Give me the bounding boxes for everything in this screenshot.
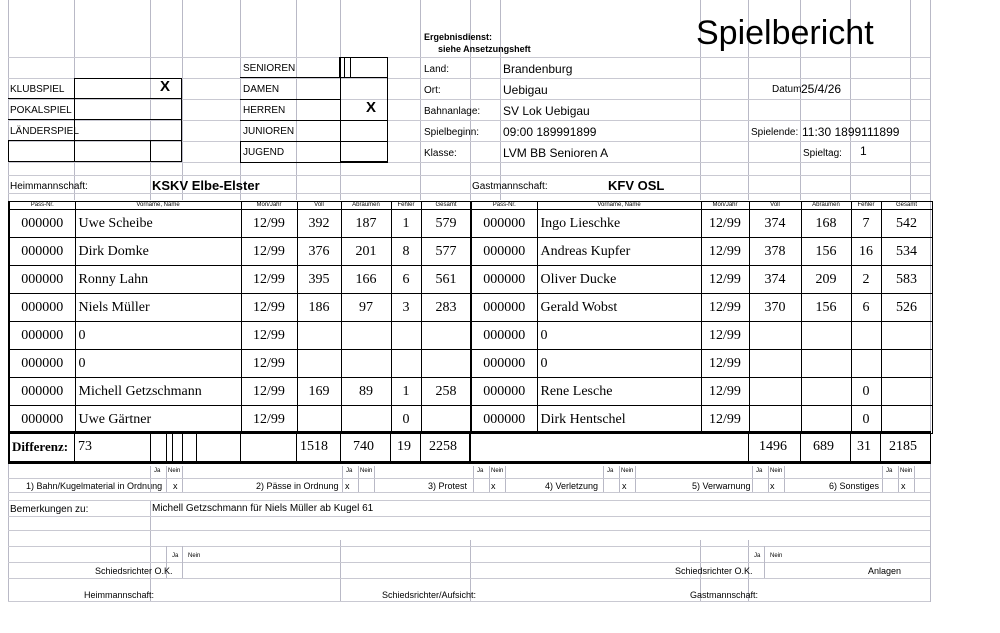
- grid-line: [8, 193, 930, 194]
- table-cell[interactable]: 000000: [9, 322, 75, 350]
- table-cell[interactable]: Gerald Wobst: [537, 294, 701, 322]
- table-cell[interactable]: 583: [881, 266, 932, 294]
- checklist-item-label: 6) Sonstiges: [829, 481, 880, 491]
- table-cell[interactable]: 12/99: [241, 350, 297, 378]
- cell-divider: [296, 434, 297, 461]
- pokalspiel-check[interactable]: [74, 99, 182, 120]
- grid-line: [8, 162, 930, 163]
- table-cell[interactable]: 12/99: [241, 322, 297, 350]
- table-cell[interactable]: 0: [75, 350, 241, 378]
- table-cell[interactable]: 156: [801, 238, 851, 266]
- table-cell[interactable]: Ingo Lieschke: [537, 210, 701, 238]
- table-cell[interactable]: 000000: [9, 210, 75, 238]
- table-cell[interactable]: [749, 378, 801, 406]
- table-cell[interactable]: [851, 350, 881, 378]
- table-cell[interactable]: [297, 406, 341, 434]
- checklist-item-label: 2) Pässe in Ordnung: [256, 481, 339, 491]
- checklist-mark[interactable]: x: [901, 481, 906, 491]
- table-row: [9, 378, 471, 406]
- laenderspiel-check[interactable]: [74, 120, 182, 141]
- grid-line: [898, 466, 899, 492]
- checklist-mark[interactable]: x: [622, 481, 627, 491]
- grid-line: [8, 478, 930, 479]
- table-cell[interactable]: Niels Müller: [75, 294, 241, 322]
- grid-line: [8, 57, 930, 58]
- table-cell[interactable]: [421, 406, 471, 434]
- cell-divider: [800, 434, 801, 461]
- checklist-ja-label: Ja: [477, 468, 484, 474]
- table-cell[interactable]: 534: [881, 238, 932, 266]
- column-header: Voll: [749, 202, 801, 210]
- checklist-ja-label: Ja: [607, 468, 614, 474]
- home-total-gesamt: 2258: [429, 439, 457, 454]
- column-header: Vorname, Name: [75, 202, 241, 210]
- table-cell[interactable]: 0: [537, 322, 701, 350]
- checklist-mark[interactable]: x: [345, 481, 350, 491]
- herren-mark: X: [366, 99, 377, 116]
- cell-divider: [420, 434, 421, 461]
- senioren-check[interactable]: [340, 57, 388, 78]
- table-cell[interactable]: 12/99: [241, 266, 297, 294]
- table-cell[interactable]: 16: [851, 238, 881, 266]
- table-cell[interactable]: 8: [391, 238, 421, 266]
- column-header: Vorname, Name: [537, 202, 701, 210]
- table-cell[interactable]: 12/99: [241, 406, 297, 434]
- cell-divider: [182, 434, 183, 461]
- footer-ja-left: Ja: [172, 553, 179, 559]
- table-cell[interactable]: 283: [421, 294, 471, 322]
- table-row: [471, 406, 932, 434]
- grid-line: [505, 466, 506, 492]
- spieltag-value: 1: [860, 144, 867, 158]
- grid-line: [150, 466, 151, 492]
- table-cell[interactable]: 542: [881, 210, 932, 238]
- grid-line: [342, 466, 343, 492]
- table-cell[interactable]: 374: [749, 210, 801, 238]
- grid-line: [358, 466, 359, 492]
- cell-divider: [850, 434, 851, 461]
- senioren-label: SENIOREN: [243, 63, 296, 74]
- table-cell[interactable]: 2: [851, 266, 881, 294]
- cell-divider: [344, 57, 345, 78]
- table-cell[interactable]: 258: [421, 378, 471, 406]
- grid-line: [473, 466, 474, 492]
- gastmannschaft-value: KFV OSL: [608, 178, 665, 193]
- table-cell[interactable]: 187: [341, 210, 391, 238]
- table-cell[interactable]: 209: [801, 266, 851, 294]
- grid-line: [182, 0, 183, 200]
- table-cell[interactable]: 000000: [471, 406, 537, 434]
- cell-divider: [240, 434, 241, 461]
- table-row: [9, 406, 471, 434]
- klubspiel-mark: X: [160, 78, 171, 95]
- footer-gastmannschaft-label: Gastmannschaft:: [690, 590, 759, 600]
- table-cell[interactable]: 000000: [471, 210, 537, 238]
- column-header: Mon/Jahr: [241, 202, 297, 210]
- table-cell[interactable]: 000000: [471, 238, 537, 266]
- table-cell[interactable]: 1: [391, 210, 421, 238]
- guest-score-table: [470, 201, 933, 434]
- table-cell[interactable]: 12/99: [701, 294, 749, 322]
- table-cell[interactable]: [801, 322, 851, 350]
- cell-divider: [172, 434, 173, 461]
- spielende-label: Spielende:: [751, 127, 799, 138]
- table-cell[interactable]: [749, 322, 801, 350]
- column-header: Abräumen: [801, 202, 851, 210]
- table-cell[interactable]: 395: [297, 266, 341, 294]
- table-cell[interactable]: Ronny Lahn: [75, 266, 241, 294]
- spielende-value: 11:30 1899111899: [802, 125, 900, 139]
- table-row: [471, 238, 932, 266]
- column-header: Gesamt: [881, 202, 932, 210]
- table-cell[interactable]: [391, 350, 421, 378]
- grid-line: [8, 546, 930, 547]
- gastmannschaft-label: Gastmannschaft:: [472, 181, 548, 192]
- grid-line: [489, 466, 490, 492]
- table-cell[interactable]: 000000: [9, 350, 75, 378]
- checklist-nein-label: Nein: [900, 468, 913, 474]
- table-cell[interactable]: [341, 350, 391, 378]
- cell-divider: [469, 434, 471, 461]
- schiedsrichter-ok-right: Schiedsrichter O.K.: [675, 566, 753, 576]
- differenz-label: Differenz:: [12, 439, 69, 454]
- checklist-mark[interactable]: x: [173, 481, 178, 491]
- grid-line: [182, 546, 183, 578]
- table-cell[interactable]: 0: [851, 406, 881, 434]
- checklist-item-label: 4) Verletzung: [545, 481, 599, 491]
- checklist-ja-label: Ja: [346, 468, 353, 474]
- ort-label: Ort:: [424, 85, 441, 96]
- cell-divider: [340, 434, 341, 461]
- cell-divider: [748, 434, 749, 461]
- checklist-nein-label: Nein: [491, 468, 504, 474]
- cell-divider: [150, 141, 151, 162]
- heimmannschaft-value: KSKV Elbe-Elster: [152, 178, 260, 193]
- table-cell[interactable]: 000000: [471, 350, 537, 378]
- ergebnisdienst-note: siehe Ansetzungsheft: [438, 44, 531, 54]
- table-cell[interactable]: 6: [851, 294, 881, 322]
- table-cell[interactable]: [801, 378, 851, 406]
- bahnanlage-value: SV Lok Uebigau: [503, 104, 590, 118]
- grid-line: [914, 466, 915, 492]
- cell-divider: [930, 431, 931, 464]
- column-header: Pass-Nr.: [471, 202, 537, 210]
- table-cell[interactable]: Dirk Hentschel: [537, 406, 701, 434]
- home-total-voll: 1518: [300, 439, 328, 454]
- table-cell[interactable]: 577: [421, 238, 471, 266]
- table-cell[interactable]: 000000: [9, 266, 75, 294]
- ort-value: Uebigau: [503, 83, 548, 97]
- grid-line: [8, 578, 930, 579]
- ergebnisdienst-label: Ergebnisdienst:: [424, 32, 493, 42]
- table-cell[interactable]: [749, 406, 801, 434]
- laenderspiel-label: LÄNDERSPIEL: [10, 126, 79, 137]
- table-cell[interactable]: 166: [341, 266, 391, 294]
- column-header: Mon/Jahr: [701, 202, 749, 210]
- cell-line: [240, 162, 388, 163]
- table-cell[interactable]: 0: [851, 378, 881, 406]
- column-header: Pass-Nr.: [9, 202, 75, 210]
- table-cell[interactable]: 0: [391, 406, 421, 434]
- grid-line: [374, 466, 375, 492]
- checklist-item-label: 1) Bahn/Kugelmaterial in Ordnung: [26, 481, 163, 491]
- cell-divider: [350, 57, 351, 78]
- table-row: [9, 322, 471, 350]
- table-cell[interactable]: 374: [749, 266, 801, 294]
- table-cell[interactable]: [341, 322, 391, 350]
- table-cell[interactable]: [297, 350, 341, 378]
- grid-line: [296, 0, 297, 200]
- table-cell[interactable]: [297, 322, 341, 350]
- table-row: [9, 350, 471, 378]
- grid-line: [784, 466, 785, 492]
- table-cell[interactable]: 186: [297, 294, 341, 322]
- footer-nein-left: Nein: [188, 553, 201, 559]
- footer-nein-right: Nein: [770, 553, 783, 559]
- herren-label: HERREN: [243, 105, 286, 116]
- datum-value: 25/4/26: [801, 82, 842, 96]
- table-cell[interactable]: 000000: [471, 322, 537, 350]
- table-row: [9, 266, 471, 294]
- footer-ja-right: Ja: [754, 553, 761, 559]
- checklist-nein-label: Nein: [360, 468, 373, 474]
- grid-line: [240, 0, 241, 200]
- table-cell[interactable]: 12/99: [701, 210, 749, 238]
- checklist-nein-label: Nein: [621, 468, 634, 474]
- table-cell[interactable]: 561: [421, 266, 471, 294]
- table-cell[interactable]: 201: [341, 238, 391, 266]
- table-cell[interactable]: 12/99: [701, 322, 749, 350]
- spielart-empty-row: [8, 141, 182, 162]
- table-cell[interactable]: [749, 350, 801, 378]
- table-cell[interactable]: 89: [341, 378, 391, 406]
- heimmannschaft-label: Heimmannschaft:: [10, 181, 88, 192]
- guest-header-row: [471, 202, 932, 210]
- page-title: Spielbericht: [696, 14, 874, 52]
- table-cell[interactable]: 579: [421, 210, 471, 238]
- table-cell[interactable]: [881, 406, 932, 434]
- column-header: Fehler: [391, 202, 421, 210]
- cell-divider: [166, 434, 167, 461]
- grid-line: [8, 601, 930, 602]
- table-row: [471, 294, 932, 322]
- table-cell[interactable]: 000000: [471, 294, 537, 322]
- grid-line: [470, 0, 471, 200]
- jugend-label: JUGEND: [243, 147, 285, 158]
- table-cell[interactable]: 12/99: [701, 406, 749, 434]
- table-cell[interactable]: 12/99: [241, 378, 297, 406]
- guest-total-voll: 1496: [759, 439, 787, 454]
- table-cell[interactable]: Rene Lesche: [537, 378, 701, 406]
- land-value: Brandenburg: [503, 62, 573, 76]
- table-cell[interactable]: 12/99: [701, 266, 749, 294]
- home-header-row: [9, 202, 471, 210]
- column-header: Voll: [297, 202, 341, 210]
- table-cell[interactable]: [391, 322, 421, 350]
- grid-line: [8, 175, 930, 176]
- cell-divider: [196, 434, 197, 461]
- grid-line: [910, 0, 911, 200]
- column-header: Gesamt: [421, 202, 471, 210]
- table-cell[interactable]: 97: [341, 294, 391, 322]
- table-cell[interactable]: Andreas Kupfer: [537, 238, 701, 266]
- table-cell[interactable]: [881, 350, 932, 378]
- grid-line: [764, 546, 765, 578]
- grid-line: [166, 466, 167, 492]
- datum-label: Datum: [772, 84, 802, 95]
- table-cell[interactable]: 392: [297, 210, 341, 238]
- grid-line: [8, 500, 930, 501]
- grid-line: [8, 492, 930, 493]
- home-total-abraeumen: 740: [353, 439, 374, 454]
- grid-line: [752, 466, 753, 492]
- table-cell[interactable]: 12/99: [701, 378, 749, 406]
- table-cell[interactable]: 156: [801, 294, 851, 322]
- guest-total-fehler: 31: [857, 439, 871, 454]
- grid-line: [8, 530, 930, 531]
- table-row: [471, 210, 932, 238]
- table-row: [471, 350, 932, 378]
- cell-divider: [880, 434, 881, 461]
- land-label: Land:: [424, 64, 450, 75]
- table-cell[interactable]: 000000: [471, 378, 537, 406]
- pokalspiel-label: POKALSPIEL: [10, 105, 72, 116]
- table-row: [471, 266, 932, 294]
- table-cell[interactable]: [801, 350, 851, 378]
- schiedsrichter-ok-left: Schiedsrichter O.K.: [95, 566, 173, 576]
- checklist-nein-label: Nein: [770, 468, 783, 474]
- table-cell[interactable]: 000000: [9, 406, 75, 434]
- table-cell[interactable]: [881, 322, 932, 350]
- checklist-mark[interactable]: x: [491, 481, 496, 491]
- table-cell[interactable]: Oliver Ducke: [537, 266, 701, 294]
- table-cell[interactable]: 370: [749, 294, 801, 322]
- differenz-value: 73: [78, 439, 92, 454]
- footer-schiedsrichter-aufsicht-label: Schiedsrichter/Aufsicht:: [382, 590, 477, 600]
- grid-line: [8, 516, 930, 517]
- cell-line: [240, 141, 388, 142]
- table-cell[interactable]: 000000: [9, 378, 75, 406]
- guest-total-abraeumen: 689: [813, 439, 834, 454]
- checklist-mark[interactable]: x: [770, 481, 775, 491]
- footer-heimmannschaft-label: Heimmannschaft:: [84, 590, 155, 600]
- table-cell[interactable]: 526: [881, 294, 932, 322]
- checklist-ja-label: Ja: [154, 468, 161, 474]
- checklist-item-label: 5) Verwarnung: [692, 481, 751, 491]
- grid-line: [8, 562, 930, 563]
- table-row: [9, 238, 471, 266]
- table-cell[interactable]: Dirk Domke: [75, 238, 241, 266]
- table-cell[interactable]: 378: [749, 238, 801, 266]
- guest-total-gesamt: 2185: [889, 439, 917, 454]
- table-cell[interactable]: 12/99: [701, 350, 749, 378]
- table-cell[interactable]: 6: [391, 266, 421, 294]
- table-cell[interactable]: 376: [297, 238, 341, 266]
- table-row: [9, 294, 471, 322]
- table-cell[interactable]: [421, 322, 471, 350]
- checklist-item-label: 3) Protest: [428, 481, 468, 491]
- home-total-fehler: 19: [397, 439, 411, 454]
- table-row: [9, 210, 471, 238]
- table-cell[interactable]: 000000: [471, 266, 537, 294]
- grid-line: [768, 466, 769, 492]
- table-cell[interactable]: 3: [391, 294, 421, 322]
- damen-label: DAMEN: [243, 84, 280, 95]
- klubspiel-label: KLUBSPIEL: [10, 84, 65, 95]
- table-row: [471, 378, 932, 406]
- bemerkungen-text: Michell Getzschmann für Niels Müller ab Kugel 61: [152, 503, 374, 514]
- grid-line: [603, 466, 604, 492]
- checklist-ja-label: Ja: [886, 468, 893, 474]
- grid-line: [500, 0, 501, 200]
- bemerkungen-label: Bemerkungen zu:: [10, 504, 89, 515]
- home-score-table: [8, 201, 472, 434]
- cell-divider: [240, 141, 241, 162]
- grid-line: [340, 540, 341, 602]
- table-cell[interactable]: 12/99: [701, 238, 749, 266]
- table-cell[interactable]: [341, 406, 391, 434]
- table-cell[interactable]: [421, 350, 471, 378]
- table-cell[interactable]: 169: [297, 378, 341, 406]
- table-cell[interactable]: 12/99: [241, 294, 297, 322]
- cell-line: [240, 120, 388, 121]
- table-cell[interactable]: Uwe Gärtner: [75, 406, 241, 434]
- column-header: Abräumen: [341, 202, 391, 210]
- table-cell[interactable]: 0: [537, 350, 701, 378]
- table-cell[interactable]: 0: [75, 322, 241, 350]
- cell-divider: [390, 434, 391, 461]
- table-cell[interactable]: 168: [801, 210, 851, 238]
- grid-line: [635, 466, 636, 492]
- klasse-value: LVM BB Senioren A: [503, 146, 609, 160]
- checklist-ja-label: Ja: [756, 468, 763, 474]
- column-header: Fehler: [851, 202, 881, 210]
- spielbeginn-label: Spielbeginn:: [424, 127, 480, 138]
- junioren-label: JUNIOREN: [243, 126, 295, 137]
- table-cell[interactable]: Uwe Scheibe: [75, 210, 241, 238]
- grid-line: [882, 466, 883, 492]
- checklist-nein-label: Nein: [168, 468, 181, 474]
- table-cell[interactable]: 12/99: [241, 238, 297, 266]
- cell-divider: [150, 434, 151, 461]
- table-cell[interactable]: 12/99: [241, 210, 297, 238]
- cell-divider: [74, 141, 75, 162]
- table-cell[interactable]: 7: [851, 210, 881, 238]
- table-row: [471, 322, 932, 350]
- grid-line: [619, 466, 620, 492]
- table-cell[interactable]: Michell Getzschmann: [75, 378, 241, 406]
- anlagen-label: Anlagen: [868, 566, 902, 576]
- table-cell[interactable]: 1: [391, 378, 421, 406]
- klasse-label: Klasse:: [424, 148, 457, 159]
- bahnanlage-label: Bahnanlage:: [424, 106, 481, 117]
- grid-line: [420, 0, 421, 200]
- table-cell[interactable]: 000000: [9, 238, 75, 266]
- grid-line: [182, 466, 183, 492]
- table-cell[interactable]: 000000: [9, 294, 75, 322]
- spieltag-label: Spieltag:: [803, 148, 842, 159]
- cell-divider: [74, 434, 75, 461]
- table-cell[interactable]: [801, 406, 851, 434]
- table-cell[interactable]: [851, 322, 881, 350]
- table-cell[interactable]: [881, 378, 932, 406]
- spielbeginn-value: 09:00 189991899: [503, 125, 597, 139]
- cell-line: [240, 99, 340, 100]
